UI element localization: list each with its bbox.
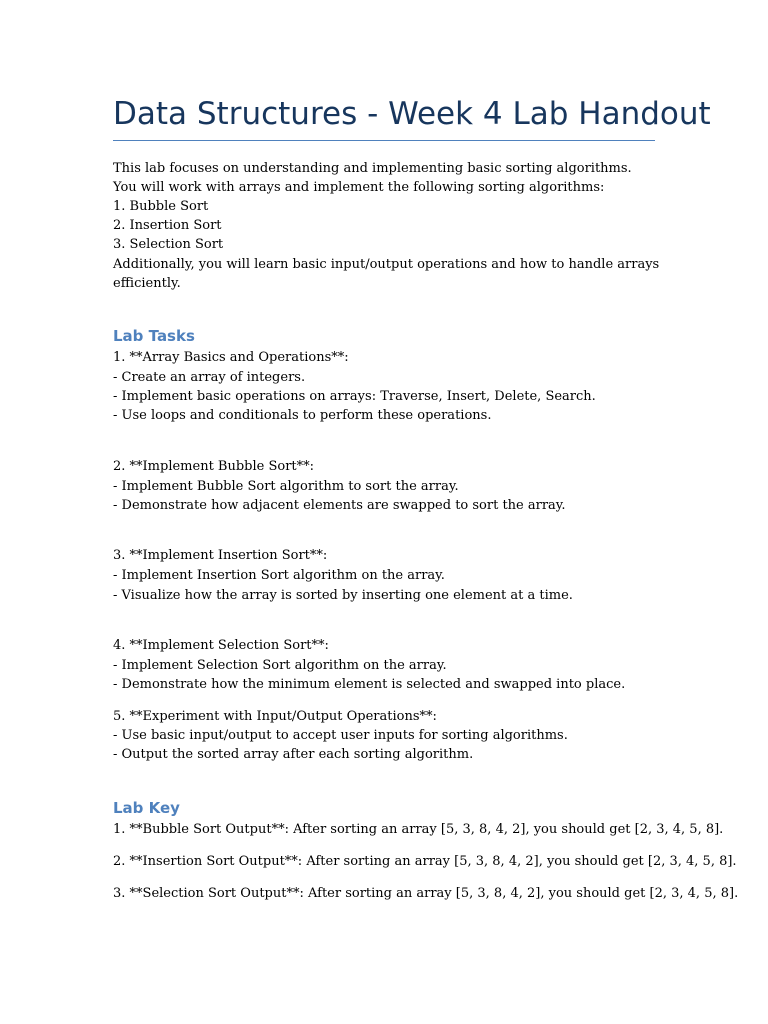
task-title: 1. **Array Basics and Operations**:: [113, 350, 349, 365]
task-item: - Demonstrate how the minimum element is selected and swapped into place.: [113, 677, 626, 692]
task-item: - Implement Insertion Sort algorithm on the array.: [113, 568, 445, 583]
task-item: - Implement Selection Sort algorithm on the array.: [113, 658, 447, 673]
task-item: - Implement basic operations on arrays: Traverse, Insert, Delete, Search.: [113, 389, 596, 404]
intro-line: Additionally, you will learn basic input/output operations and how to handle arrays: [113, 257, 660, 272]
key-item: 3. **Selection Sort Output**: After sorting an array [5, 3, 8, 4, 2], you should get [2, 3, 4, 5, 8].: [113, 886, 739, 901]
intro-list-item: 1. Bubble Sort: [113, 199, 209, 214]
task-title: 5. **Experiment with Input/Output Operations**:: [113, 709, 437, 724]
task-item: - Create an array of integers.: [113, 370, 306, 385]
title-underline: [113, 140, 655, 141]
task-title: 2. **Implement Bubble Sort**:: [113, 459, 315, 474]
key-item: 2. **Insertion Sort Output**: After sorting an array [5, 3, 8, 4, 2], you should get [2, 3, 4, 5, 8].: [113, 854, 737, 869]
task-item: - Demonstrate how adjacent elements are swapped to sort the array.: [113, 498, 566, 513]
lab-key-heading: Lab Key: [113, 799, 180, 817]
task-item: - Visualize how the array is sorted by inserting one element at a time.: [113, 588, 573, 603]
task-title: 4. **Implement Selection Sort**:: [113, 638, 329, 653]
task-item: - Implement Bubble Sort algorithm to sort the array.: [113, 479, 459, 494]
key-item: 1. **Bubble Sort Output**: After sorting an array [5, 3, 8, 4, 2], you should get [2, 3, 4, 5, 8].: [113, 822, 724, 837]
intro-line: You will work with arrays and implement the following sorting algorithms:: [113, 180, 605, 195]
lab-tasks-heading: Lab Tasks: [113, 327, 195, 345]
task-item: - Use basic input/output to accept user inputs for sorting algorithms.: [113, 728, 568, 743]
intro-list-item: 2. Insertion Sort: [113, 218, 222, 233]
intro-list-item: 3. Selection Sort: [113, 237, 224, 252]
task-title: 3. **Implement Insertion Sort**:: [113, 548, 328, 563]
task-item: - Output the sorted array after each sorting algorithm.: [113, 747, 474, 762]
document-title: Data Structures - Week 4 Lab Handout: [113, 96, 711, 132]
intro-line: This lab focuses on understanding and implementing basic sorting algorithms.: [113, 161, 632, 176]
task-item: - Use loops and conditionals to perform these operations.: [113, 408, 492, 423]
intro-line: efficiently.: [113, 276, 181, 291]
